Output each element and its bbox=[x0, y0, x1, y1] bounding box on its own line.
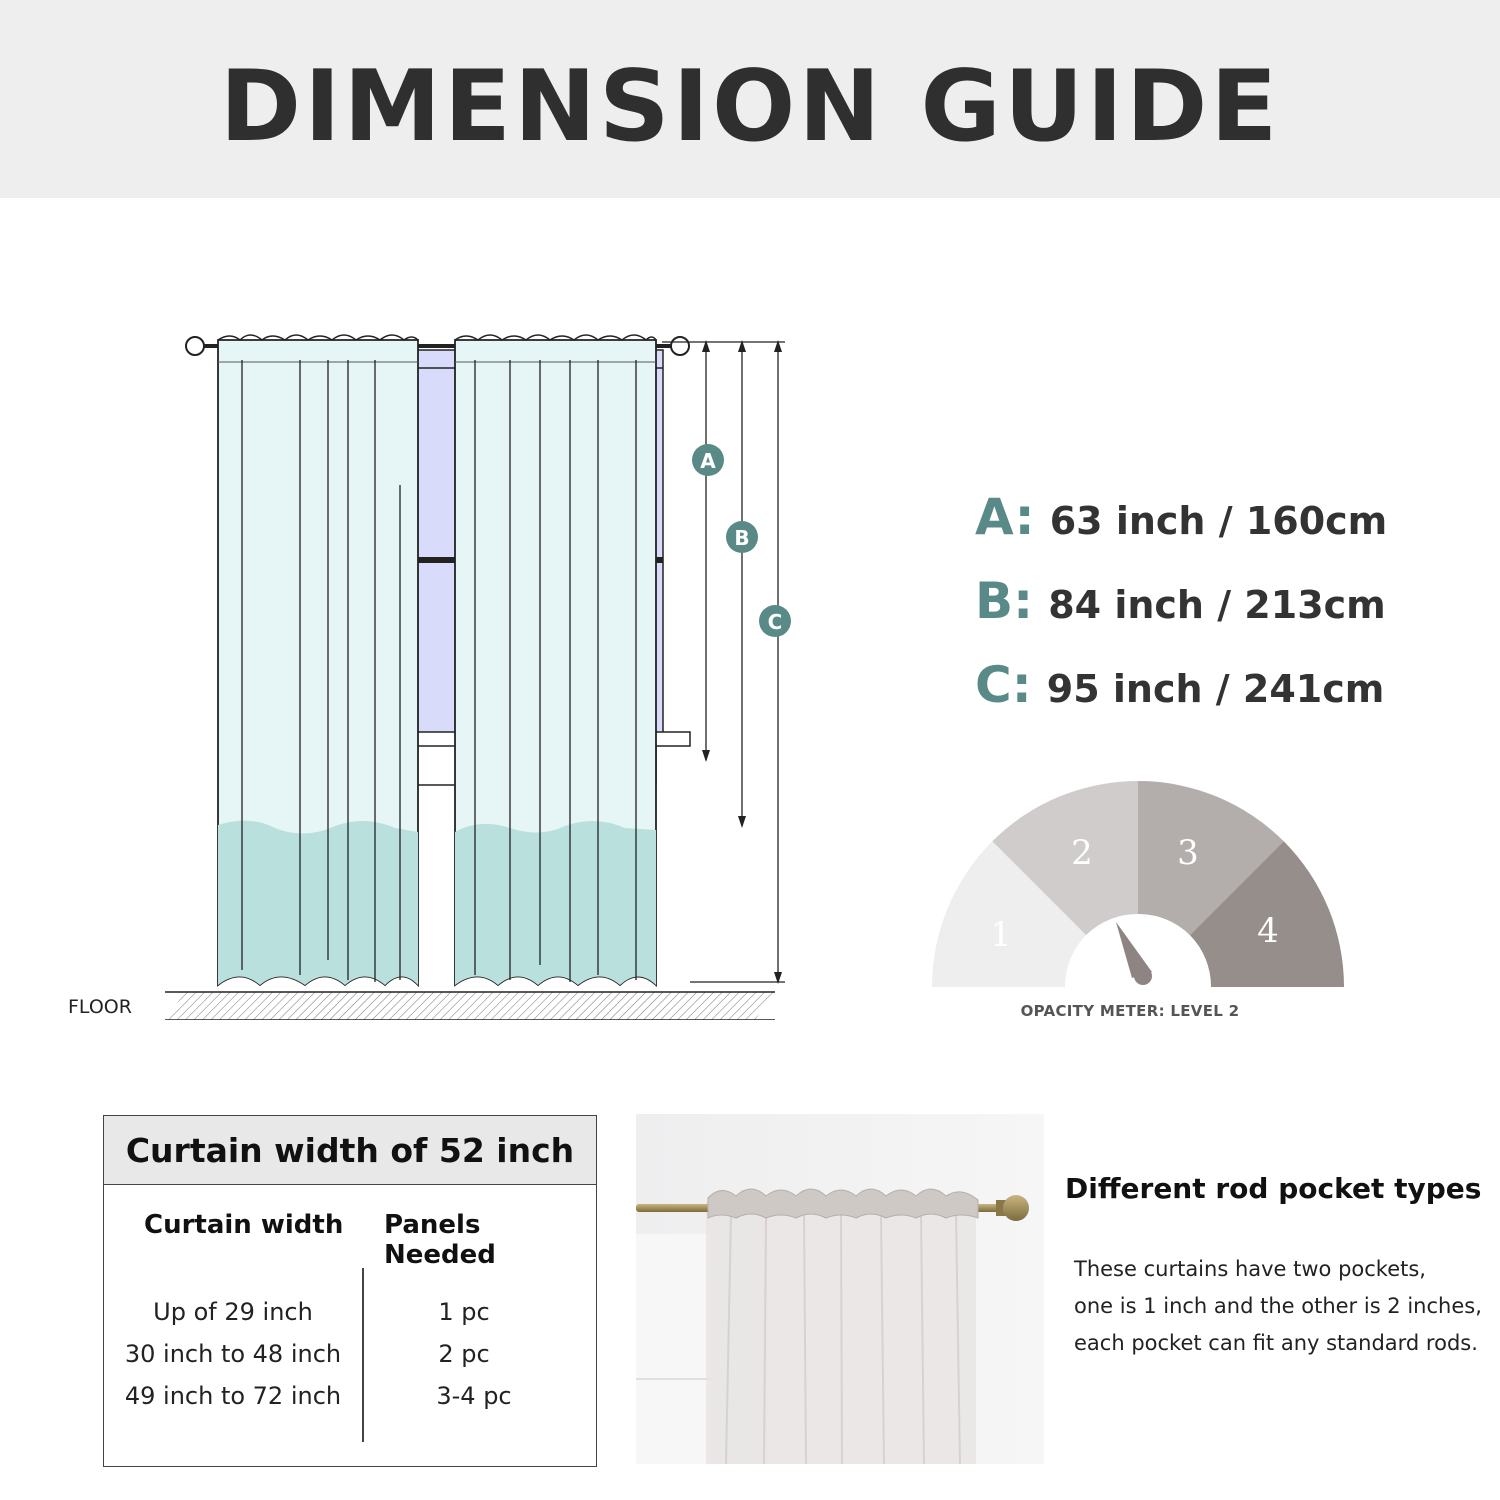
rod-pocket-text: These curtains have two pockets, bbox=[1074, 1257, 1426, 1281]
dimension-c bbox=[975, 656, 1387, 740]
opacity-meter bbox=[925, 775, 1345, 995]
rod-pocket-text: each pocket can fit any standard rods. bbox=[1074, 1331, 1478, 1355]
dimension-a-value: 63 inch / 160cm bbox=[1049, 499, 1388, 543]
rod-pocket-text: one is 1 inch and the other is 2 inches, bbox=[1074, 1294, 1482, 1318]
table-cell-width: 49 inch to 72 inch bbox=[124, 1382, 342, 1410]
marker-c bbox=[759, 605, 791, 637]
table-cell-panels: 3-4 pc bbox=[436, 1382, 512, 1410]
dimension-list bbox=[975, 488, 1387, 740]
meter-label-4: 4 bbox=[1257, 911, 1279, 951]
dimension-a bbox=[975, 488, 1387, 572]
table-cell-panels: 2 pc bbox=[438, 1340, 490, 1368]
table-title: Curtain width of 52 inch bbox=[104, 1116, 596, 1185]
dimension-b bbox=[975, 572, 1387, 656]
svg-text:B: B bbox=[734, 526, 750, 550]
table-cell-width: Up of 29 inch bbox=[153, 1298, 313, 1326]
dimension-b-value: 84 inch / 213cm bbox=[1048, 583, 1386, 627]
dimension-c-value: 95 inch / 241cm bbox=[1046, 667, 1385, 711]
rod-pocket-photo bbox=[636, 1114, 1044, 1464]
dimension-a-letter: A: bbox=[975, 488, 1035, 546]
table-cell-panels: 1 pc bbox=[438, 1298, 490, 1326]
svg-text:A: A bbox=[700, 449, 716, 473]
page-title: DIMENSION GUIDE bbox=[219, 50, 1281, 164]
dimension-b-letter: B: bbox=[975, 572, 1034, 630]
panels-table bbox=[103, 1115, 597, 1467]
curtain-diagram bbox=[0, 320, 800, 1020]
header-banner bbox=[0, 0, 1500, 198]
table-cell-width: 30 inch to 48 inch bbox=[124, 1340, 342, 1368]
opacity-meter-caption: OPACITY METER: LEVEL 2 bbox=[1020, 1002, 1240, 1020]
column-divider bbox=[362, 1268, 364, 1442]
dimension-c-letter: C: bbox=[975, 656, 1032, 714]
svg-text:C: C bbox=[767, 610, 783, 634]
dimension-lines bbox=[662, 340, 785, 984]
marker-b bbox=[726, 521, 758, 553]
floor-label: FLOOR bbox=[68, 996, 132, 1018]
column-header-width: Curtain width bbox=[144, 1210, 344, 1240]
meter-label-1: 1 bbox=[990, 915, 1012, 955]
curtain-panel-right bbox=[455, 335, 656, 985]
curtain-panel-left bbox=[218, 335, 418, 985]
column-header-panels: Panels Needed bbox=[384, 1210, 496, 1270]
meter-needle bbox=[1116, 922, 1152, 985]
marker-a bbox=[692, 444, 724, 476]
rod-pocket-title: Different rod pocket types bbox=[1065, 1172, 1482, 1205]
meter-label-2: 2 bbox=[1071, 833, 1093, 873]
floor bbox=[165, 982, 785, 1020]
meter-label-3: 3 bbox=[1177, 833, 1199, 873]
